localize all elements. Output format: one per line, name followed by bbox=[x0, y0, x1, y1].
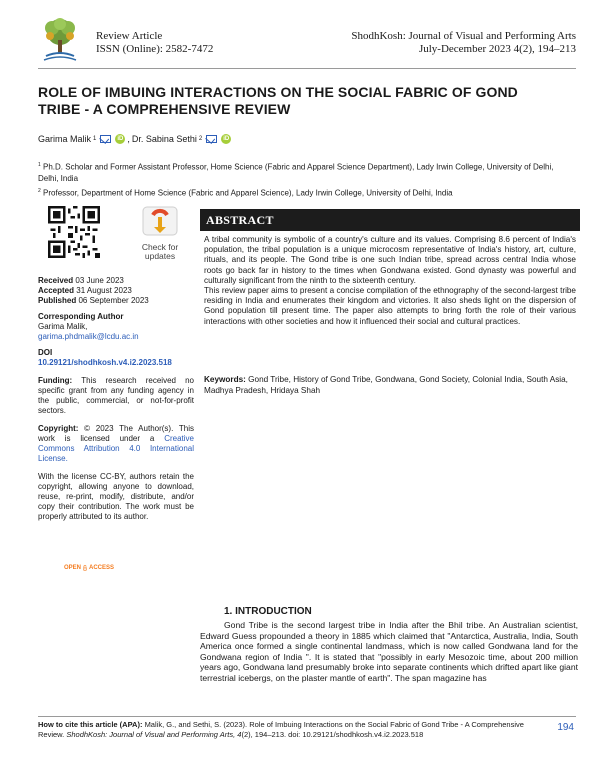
open-access-access: ACCESS bbox=[88, 565, 114, 571]
abstract-paragraph: This review paper aims to present a concise compilation of the ethnography of the second-largest tribe residing in India and enumerates their kingdom and victories. It also sheds light on the dispersion of Gond population till present time. The paper also attempts to bring forth the role of their various interactions with other societies and how it influenced their social and cultural practices. bbox=[204, 286, 576, 326]
published-label: Published bbox=[38, 296, 77, 305]
section-heading-introduction: 1. INTRODUCTION bbox=[224, 606, 312, 617]
license-link[interactable]: Creative Commons Attribution 4.0 International License. bbox=[38, 434, 194, 463]
copyright-label: Copyright: bbox=[38, 424, 79, 433]
author-affiliation-marker: 1 bbox=[93, 136, 97, 142]
journal-name: ShodhKosh: Journal of Visual and Performing Arts bbox=[351, 30, 576, 42]
copyright-statement bbox=[38, 424, 194, 464]
introduction-paragraph: Gond Tribe is the second largest tribe in India after the Bhil tribe. An Australian scientist, Edward Guess propounded a theory in 1885 which claimed that "Antarctica, Australia, India, South America once formed a single continental landmass, which is now called Gondwana land for the Gondwana region of India ". It is stated that "possibly in early Mesozoic time, about 200 million years ago, Gondwana land presumably broke into separate continents which drifted apart like giant terrestrial icebergs, on the plaster mantle of earth". The span magazine has bbox=[200, 620, 578, 683]
header-right bbox=[351, 30, 576, 56]
affiliation-text: Ph.D. Scholar and Former Assistant Professor, Home Science (Fabric and Apparel Science Department), Lady Irwin College, University of Delhi, Delhi, India bbox=[38, 162, 554, 183]
funding-text: This research received no specific grant from any funding agency in the public, commercial, or not-for-profit sectors. bbox=[38, 376, 195, 415]
article-dates bbox=[38, 276, 194, 306]
footer-divider bbox=[38, 716, 576, 717]
check-line2: updates bbox=[144, 251, 176, 261]
page-number: 194 bbox=[557, 722, 574, 733]
orcid-icon[interactable]: iD bbox=[223, 136, 230, 142]
open-access-logo bbox=[64, 556, 114, 580]
header-left bbox=[96, 30, 213, 56]
email-icon[interactable] bbox=[100, 135, 111, 143]
author-name[interactable]: Dr. Sabina Sethi bbox=[131, 134, 197, 144]
accepted-value: 31 August 2023 bbox=[76, 286, 132, 295]
doi-link[interactable]: 10.29121/shodhkosh.v4.i2.2023.518 bbox=[38, 358, 172, 367]
author-affiliation-marker: 2 bbox=[198, 136, 203, 142]
check-for-updates-badge[interactable] bbox=[130, 206, 190, 264]
orcid-icon[interactable]: iD bbox=[117, 136, 124, 142]
keywords-label: Keywords: bbox=[204, 375, 246, 384]
copyright-text: © 2023 The Author(s). This work is licensed under a bbox=[38, 424, 194, 443]
accepted-label: Accepted bbox=[38, 286, 75, 295]
abstract-paragraph: A tribal community is symbolic of a country's culture and its values. Comprising 8.6 percent of India's population, the tribal population is a unique microcosm representative of India's history, art, culture, rituals, and its people. The Gond tribe is one such Indian tribe, spread across central India whose roots go back far in history to the times when Gondwana existed. Gond dynasty was powerful and culturally significant from the ninth to the sixteenth century. bbox=[204, 235, 576, 285]
open-access-lock-icon bbox=[83, 558, 87, 578]
published-date bbox=[38, 296, 194, 306]
article-type: Review Article bbox=[96, 30, 163, 42]
citation-label: How to cite this article (APA): bbox=[38, 720, 143, 729]
citation-text: Malik, G., and Sethi, S. (2023). Role of Imbuing Interactions on the Social Fabric of Gond Tribe - A Comprehensive Review. bbox=[38, 720, 524, 739]
citation-journal: ShodhKosh: Journal of Visual and Performing Arts, 4 bbox=[66, 730, 242, 739]
journal-tree-logo-icon bbox=[38, 16, 82, 62]
open-access-open: OPEN bbox=[64, 565, 82, 571]
abstract-heading: ABSTRACT bbox=[200, 209, 580, 231]
corresponding-author-heading: Corresponding Author bbox=[38, 312, 124, 321]
funding-statement bbox=[38, 376, 194, 416]
citation-footer bbox=[38, 720, 538, 740]
accepted-date bbox=[38, 286, 194, 296]
header-divider bbox=[38, 68, 576, 69]
citation-rest: (2), 194–213. doi: 10.29121/shodhkosh.v4.i2.2023.518 bbox=[241, 730, 424, 739]
doi-heading: DOI bbox=[38, 348, 53, 357]
funding-label: Funding: bbox=[38, 376, 73, 385]
affiliation-text: Professor, Department of Home Science (Fabric and Apparel Science), Lady Irwin College, University of Delhi, India bbox=[43, 188, 453, 198]
license-note: With the license CC-BY, authors retain the copyright, allowing anyone to download, reuse, re-print, modify, distribute, and/or copy their contribution. The work must be properly attributed to its author. bbox=[38, 472, 194, 521]
author-name[interactable]: Garima Malik bbox=[38, 134, 92, 144]
author-list bbox=[38, 132, 231, 146]
corresponding-author-email[interactable]: garima.phdmalik@lcdu.ac.in bbox=[38, 332, 139, 341]
journal-issue: July-December 2023 4(2), 194–213 bbox=[418, 43, 576, 55]
email-icon[interactable] bbox=[206, 135, 217, 143]
affiliations bbox=[38, 160, 558, 200]
check-for-updates-label bbox=[130, 243, 190, 261]
abstract-body bbox=[204, 235, 576, 327]
received-value: 03 June 2023 bbox=[75, 276, 124, 285]
published-value: 06 September 2023 bbox=[78, 296, 149, 305]
received-date bbox=[38, 276, 194, 286]
check-for-updates-icon bbox=[142, 206, 178, 236]
journal-header bbox=[38, 16, 576, 64]
affiliation-item bbox=[38, 160, 558, 184]
received-label: Received bbox=[38, 276, 74, 285]
affiliation-number: 2 bbox=[38, 187, 41, 194]
issn: ISSN (Online): 2582-7472 bbox=[96, 43, 214, 55]
article-title: ROLE OF IMBUING INTERACTIONS ON THE SOCIAL FABRIC OF GOND TRIBE - A COMPREHENSIVE REVIEW bbox=[38, 84, 518, 117]
check-line1: Check for bbox=[141, 242, 179, 252]
author-separator: , bbox=[127, 134, 130, 144]
article-sidebar bbox=[38, 276, 194, 522]
qr-code-icon[interactable] bbox=[48, 206, 100, 258]
keywords-text: Gond Tribe, History of Gond Tribe, Gondwana, Gond Society, Colonial India, South Asia, Madhya Pradesh, Hridaya Shah bbox=[204, 375, 568, 395]
affiliation-item bbox=[38, 186, 558, 199]
corresponding-author-name: Garima Malik, bbox=[38, 322, 88, 331]
affiliation-number: 1 bbox=[38, 162, 41, 168]
keywords bbox=[204, 374, 576, 396]
